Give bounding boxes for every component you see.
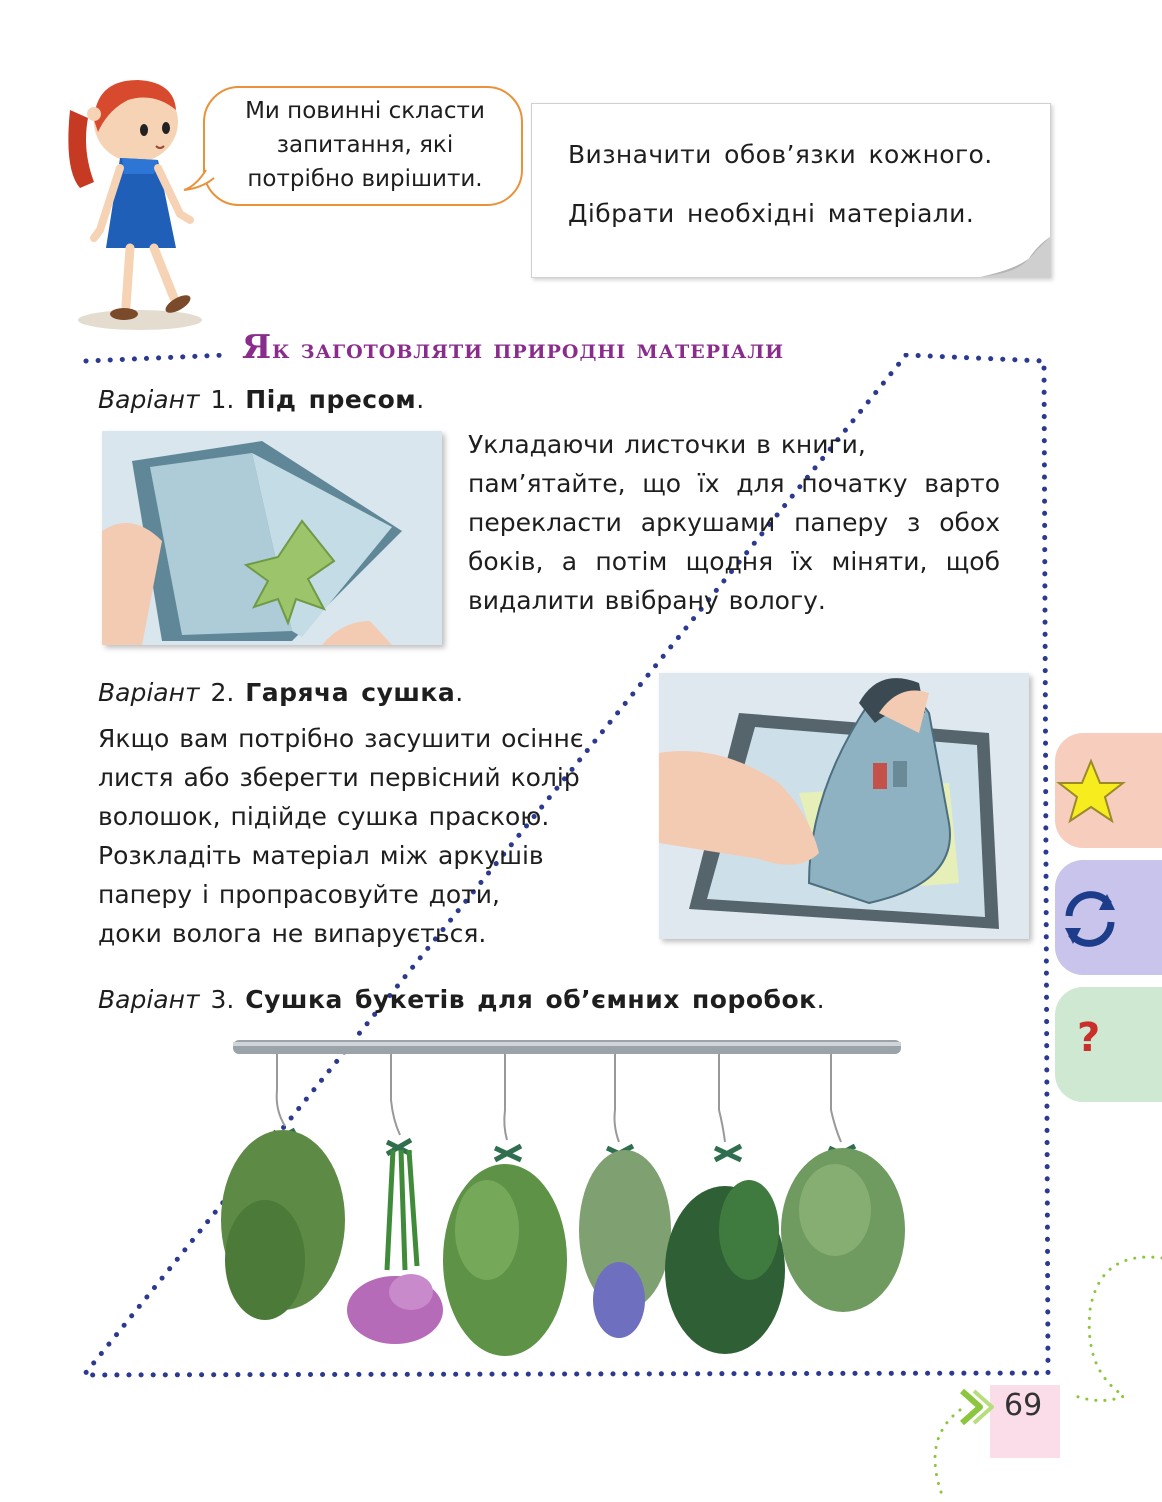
page-number: 69 (1004, 1388, 1043, 1423)
variant-dot: . (816, 985, 825, 1014)
variant-2-heading (98, 678, 463, 707)
page-curl (980, 237, 1050, 277)
text-line: Укладаючи листочки в книги, (468, 430, 866, 459)
bubble-line: запитання, які (276, 132, 454, 158)
bubble-line: Ми повинні скласти (245, 98, 485, 124)
variant-title: Під пресом (245, 385, 417, 414)
section-title (242, 327, 784, 366)
variant-title: Гаряча сушка (245, 678, 456, 707)
note-card (531, 103, 1051, 278)
variant-3-heading (98, 985, 825, 1014)
tab-star[interactable] (1055, 733, 1162, 848)
note-line: Визначити обов’язки кожного. (568, 140, 993, 169)
section-title-capital: Я (242, 327, 273, 366)
variant-word: Варіант (98, 678, 200, 707)
text-line: видалити ввібрану вологу. (468, 586, 826, 615)
bubble-line: потрібно вирішити. (247, 166, 483, 192)
refresh-icon (1055, 860, 1162, 975)
text-line: перекласти аркушами паперу з обох (468, 508, 1000, 537)
text-line: пам’ятайте, що їх для початку варто (468, 469, 1000, 498)
text-line: паперу і пропрасовуйте доти, (98, 880, 500, 909)
variant-number: 1. (210, 385, 235, 414)
text-line: листя або зберегти первісний колір (98, 763, 580, 792)
tab-question[interactable] (1055, 987, 1162, 1102)
variant-2-text (98, 719, 638, 953)
book-press-image (102, 431, 442, 645)
speech-bubble-text (225, 94, 505, 196)
section-title-text: к заготовляти природні матеріали (272, 334, 785, 365)
variant-word: Варіант (98, 385, 200, 414)
variant-word: Варіант (98, 985, 200, 1014)
ironing-image (659, 673, 1029, 939)
variant-dot: . (455, 678, 464, 707)
hanging-herbs-image (195, 1030, 910, 1370)
text-line: боків, а потім щодня їх міняти, щоб (468, 547, 1000, 576)
variant-1-heading (98, 385, 424, 414)
speech-bubble-tail (182, 168, 218, 192)
variant-number: 3. (210, 985, 235, 1014)
decorative-dotted-path (900, 1250, 1162, 1502)
tab-cycle[interactable] (1055, 860, 1162, 975)
variant-number: 2. (210, 678, 235, 707)
girl-illustration (58, 70, 208, 332)
star-icon (1055, 733, 1162, 848)
text-line: Якщо вам потрібно засушити осіннє (98, 724, 584, 753)
variant-dot: . (416, 385, 425, 414)
text-line: Розкладіть матеріал між аркушів (98, 841, 544, 870)
note-line: Дібрати необхідні матеріали. (568, 199, 975, 228)
variant-1-text (468, 425, 1000, 620)
page-arrow-icon (958, 1385, 994, 1429)
variant-title: Сушка букетів для об’ємних поробок (245, 985, 817, 1014)
text-line: волошок, підійде сушка праскою. (98, 802, 550, 831)
question-icon: ? (1077, 1015, 1101, 1061)
text-line: доки волога не випарується. (98, 919, 487, 948)
